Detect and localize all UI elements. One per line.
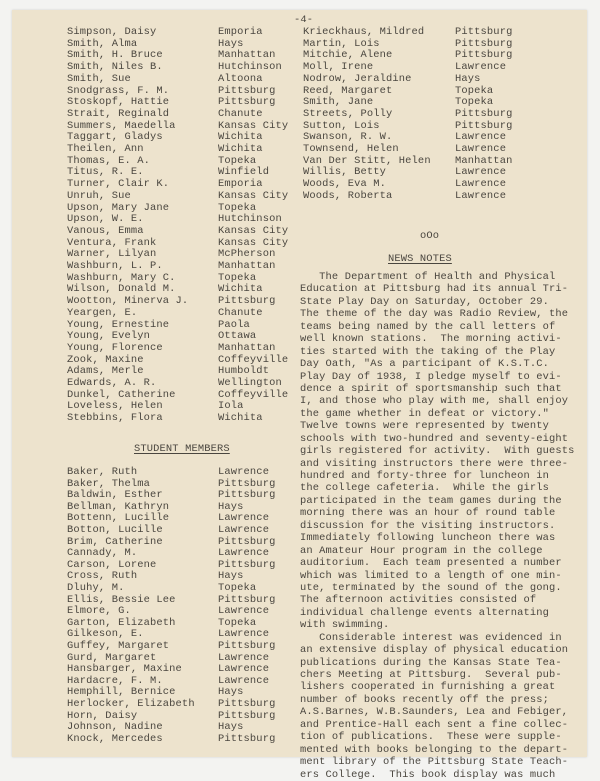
member-city: Wellington — [218, 377, 282, 389]
member-name: Swanson, R. W. — [303, 131, 393, 144]
member-city: Pittsburg — [218, 640, 276, 652]
member-city: Lawrence — [218, 605, 270, 618]
member-name: Snodgrass, F. M. — [67, 84, 170, 97]
member-city: Lawrence — [218, 524, 270, 536]
member-city: Altoona — [218, 72, 263, 85]
paragraph-line: which was limited to a length of one min- — [300, 569, 562, 582]
member-city: Manhattan — [218, 49, 276, 62]
member-name: Thomas, E. A. — [67, 154, 151, 167]
paragraph-line: and visiting instructors there were three- — [300, 457, 569, 470]
member-name: Adams, Merle — [67, 365, 144, 378]
member-name: Upson, Mary Jane — [67, 201, 170, 214]
member-city: Hays — [218, 500, 244, 513]
member-city: Pittsburg — [455, 107, 513, 120]
paragraph-line: State Play Day on Saturday, October 29. — [300, 295, 550, 308]
member-city: Coffeyville — [218, 388, 289, 401]
member-name: Young, Florence — [67, 341, 163, 354]
member-name: Upson, W. E. — [67, 213, 144, 226]
page-number: -4- — [294, 14, 314, 26]
paragraph-line: well known stations. The morning activi- — [300, 333, 562, 346]
member-city: Pittsburg — [218, 84, 276, 97]
member-city: Lawrence — [455, 61, 507, 74]
member-name: Wootton, Minerva J. — [67, 295, 189, 308]
member-city: Lawrence — [455, 189, 507, 202]
paragraph-line: an extensive display of physical education — [300, 644, 569, 657]
member-name: Botton, Lucille — [67, 524, 163, 536]
member-name: Mitchie, Alene — [303, 49, 393, 62]
member-city: Hays — [218, 721, 244, 734]
member-city: Pittsburg — [218, 593, 276, 606]
paragraph-line: the game whether in defeat or victory." — [300, 407, 550, 420]
member-city: Lawrence — [455, 131, 507, 144]
paragraph-line: teams being named by the call letters of — [300, 320, 556, 333]
member-name: Garton, Elizabeth — [67, 616, 176, 629]
paragraph-line: Immediately following luncheon there was — [300, 532, 556, 545]
member-name: Titus, R. E. — [67, 166, 144, 179]
member-name: Washburn, L. P. — [67, 260, 163, 272]
paragraph-line: and Prentice-Hall each sent a fine collec- — [300, 718, 569, 731]
member-city: Kansas City — [218, 224, 289, 237]
paragraph-line: A.S.Barnes, W.B.Saunders, Lea and Febiger, — [300, 706, 569, 719]
member-name: Smith, Jane — [303, 96, 374, 109]
member-name: Hemphill, Bernice — [67, 686, 176, 699]
paragraph-line: schools with two-hundred and seventy-eight — [300, 432, 569, 445]
member-city: Pittsburg — [218, 558, 276, 571]
member-name: Nodrow, Jeraldine — [303, 72, 412, 85]
paragraph-line: lishers cooperated in furnishing a great — [300, 681, 556, 694]
member-city: Hays — [218, 686, 244, 699]
member-city: Lawrence — [218, 512, 270, 525]
member-name: Woods, Roberta — [303, 189, 393, 202]
paragraph-line: tion of publications. These were supple- — [300, 731, 562, 744]
paragraph-line: participated in the team games during the — [300, 494, 562, 507]
member-city: Chanute — [218, 306, 263, 319]
paragraph-line: auditorium. Each team presented a number — [300, 557, 562, 570]
member-name: Young, Ernestine — [67, 318, 170, 331]
member-city: Hays — [218, 37, 244, 50]
member-name: Cannady, M. — [67, 547, 138, 560]
paragraph-line: The theme of the day was Radio Review, the — [300, 308, 569, 321]
member-name: Brim, Catherine — [67, 535, 163, 548]
member-city: Iola — [218, 400, 244, 413]
member-name: Carson, Lorene — [67, 558, 157, 571]
member-city: Lawrence — [455, 143, 507, 155]
member-name: Smith, Sue — [67, 72, 131, 85]
member-name: Unruh, Sue — [67, 189, 131, 202]
paragraph-line: with swimming. — [300, 619, 390, 632]
member-name: Ellis, Bessie Lee — [67, 593, 176, 606]
member-city: Kansas City — [218, 119, 289, 132]
member-city: Kansas City — [218, 236, 289, 249]
member-name: Edwards, A. R. — [67, 377, 157, 389]
member-name: Gilkeson, E. — [67, 628, 144, 641]
member-name: Hansbarger, Maxine — [67, 663, 182, 676]
member-city: Pittsburg — [218, 96, 276, 109]
member-city: McPherson — [218, 248, 276, 261]
member-name: Johnson, Nadine — [67, 721, 163, 734]
member-city: Humboldt — [218, 365, 270, 378]
member-city: Pittsburg — [218, 709, 276, 722]
paragraph-line: Day Oath, "As a participant of K.S.T.C. — [300, 358, 550, 371]
member-city: Pittsburg — [218, 489, 276, 502]
member-city: Manhattan — [455, 154, 513, 167]
member-city: Lawrence — [218, 547, 270, 560]
paragraph-line: Considerable interest was evidenced in — [300, 631, 562, 644]
member-city: Winfield — [218, 166, 270, 179]
member-city: Lawrence — [218, 628, 270, 641]
member-name: Guffey, Margaret — [67, 640, 170, 652]
member-city: Coffeyville — [218, 353, 289, 366]
member-name: Simpson, Daisy — [67, 26, 157, 38]
member-city: Chanute — [218, 107, 263, 120]
paragraph-line: Play Day of 1938, I pledge myself to evi- — [300, 370, 562, 383]
paragraph-line: girls registered for activity. With guests — [300, 445, 575, 458]
member-city: Hays — [218, 570, 244, 583]
member-name: Smith, Niles B. — [67, 61, 163, 74]
member-city: Lawrence — [218, 663, 270, 676]
member-city: Hays — [455, 72, 481, 85]
member-name: Baker, Thelma — [67, 477, 151, 490]
member-name: Summers, Maedella — [67, 119, 176, 132]
paragraph-line: publications during the Kansas State Tea- — [300, 656, 562, 669]
member-name: Stoskopf, Hattie — [67, 96, 170, 109]
member-name: Dluhy, M. — [67, 582, 125, 594]
member-city: Pittsburg — [455, 49, 513, 62]
member-name: Townsend, Helen — [303, 143, 399, 155]
member-name: Baldwin, Esther — [67, 489, 163, 502]
member-city: Pittsburg — [455, 26, 513, 38]
member-name: Wilson, Donald M. — [67, 283, 176, 296]
member-name: Gurd, Margaret — [67, 651, 157, 664]
member-city: Wichita — [218, 131, 263, 144]
member-city: Hutchinson — [218, 213, 282, 226]
member-name: Vanous, Emma — [67, 224, 144, 237]
member-name: Dunkel, Catherine — [67, 388, 176, 401]
paragraph-line: ute, terminated by the sound of the gong. — [300, 581, 562, 594]
member-name: Zook, Maxine — [67, 353, 144, 366]
member-name: Yeargen, E. — [67, 306, 138, 319]
member-name: Krieckhaus, Mildred — [303, 26, 425, 38]
member-city: Pittsburg — [218, 477, 276, 490]
member-name: Theilen, Ann — [67, 143, 144, 155]
member-name: Herlocker, Elizabeth — [67, 698, 195, 710]
member-city: Lawrence — [455, 166, 507, 179]
paragraph-line: Twelve towns were represented by twenty — [300, 420, 550, 433]
member-city: Lawrence — [218, 674, 270, 687]
paragraph-line: The Department of Health and Physical — [300, 271, 556, 283]
member-city: Pittsburg — [218, 535, 276, 548]
member-name: Bottenn, Lucille — [67, 512, 170, 525]
paragraph-line: hundred and forty-three for luncheon in — [300, 470, 550, 482]
member-name: Sutton, Lois — [303, 119, 380, 132]
member-city: Pittsburg — [218, 732, 276, 745]
member-city: Lawrence — [218, 466, 270, 478]
member-city: Paola — [218, 318, 250, 331]
member-city: Manhattan — [218, 260, 276, 272]
member-city: Topeka — [218, 271, 257, 284]
member-name: Woods, Eva M. — [303, 178, 387, 191]
member-name: Martin, Lois — [303, 37, 380, 50]
paragraph-line: number of books recently off the press; — [300, 693, 550, 706]
paragraph-line: the college cafeteria. While the girls — [300, 482, 550, 495]
paragraph-line: mented with books belonging to the depart- — [300, 743, 569, 756]
member-name: Turner, Clair K. — [67, 178, 170, 191]
member-city: Wichita — [218, 143, 263, 155]
member-name: Cross, Ruth — [67, 570, 138, 583]
member-name: Stebbins, Flora — [67, 412, 163, 425]
member-city: Pittsburg — [455, 119, 513, 132]
paragraph-line: chers Meeting at Pittsburg. Several pub- — [300, 669, 562, 681]
paragraph-line: individual challenge events alternating — [300, 606, 550, 619]
member-city: Topeka — [218, 201, 257, 214]
member-name: Reed, Margaret — [303, 84, 393, 97]
paragraph-line: ment library of the Pittsburg State Teach- — [300, 756, 569, 769]
member-city: Wichita — [218, 412, 263, 425]
member-name: Smith, Alma — [67, 37, 138, 50]
member-name: Ventura, Frank — [67, 236, 157, 249]
member-city: Emporia — [218, 178, 263, 191]
member-city: Topeka — [218, 154, 257, 167]
member-city: Lawrence — [218, 651, 270, 664]
member-name: Young, Evelyn — [67, 330, 151, 343]
member-city: Pittsburg — [218, 295, 276, 308]
section-divider: oOo — [420, 230, 440, 242]
member-name: Hardacre, F. M. — [67, 674, 163, 687]
member-name: Warner, Lilyan — [67, 248, 157, 261]
paragraph-line: I, and those who play with me, shall enjoy — [300, 395, 569, 408]
member-city: Wichita — [218, 283, 263, 296]
paragraph-line: Education at Pittsburg had its annual Tri- — [300, 283, 569, 296]
member-name: Baker, Ruth — [67, 466, 138, 478]
member-name: Loveless, Helen — [67, 400, 163, 413]
member-name: Bellman, Kathryn — [67, 500, 170, 513]
member-city: Pittsburg — [455, 37, 513, 50]
member-name: Elmore, G. — [67, 605, 131, 618]
paragraph-line: ties started with the taking of the Play — [300, 345, 556, 358]
member-name: Knock, Mercedes — [67, 732, 163, 745]
member-name: Strait, Reginald — [67, 107, 170, 120]
paragraph-line: dence a spirit of sportsmanship such that — [300, 382, 562, 395]
paragraph-line: The afternoon activities consisted of — [300, 594, 537, 607]
paragraph-line: an Amateur Hour program in the college — [300, 544, 543, 557]
member-name: Horn, Daisy — [67, 709, 138, 722]
member-name: Smith, H. Bruce — [67, 49, 163, 62]
paragraph-line: discussion for the visiting instructors. — [300, 519, 556, 532]
paragraph-line: ers College. This book display was much — [300, 768, 556, 781]
member-name: Streets, Polly — [303, 107, 393, 120]
student-members-heading: STUDENT MEMBERS — [134, 443, 230, 455]
member-name: Willis, Betty — [303, 166, 387, 179]
paragraph-line: morning there was an hour of round table — [300, 507, 556, 520]
member-name: Van Der Stitt, Helen — [303, 154, 431, 167]
news-notes-body — [300, 271, 575, 781]
member-name: Taggart, Gladys — [67, 131, 163, 144]
member-city: Pittsburg — [218, 698, 276, 710]
member-name: Washburn, Mary C. — [67, 271, 176, 284]
member-city: Topeka — [218, 582, 257, 594]
member-city: Topeka — [455, 84, 494, 97]
member-city: Hutchinson — [218, 61, 282, 74]
member-city: Topeka — [218, 616, 257, 629]
member-name: Moll, Irene — [303, 61, 374, 74]
member-city: Emporia — [218, 26, 263, 38]
news-notes-heading: NEWS NOTES — [388, 253, 452, 265]
member-city: Kansas City — [218, 189, 289, 202]
member-city: Lawrence — [455, 178, 507, 191]
member-city: Ottawa — [218, 330, 257, 343]
member-city: Topeka — [455, 96, 494, 109]
member-city: Manhattan — [218, 341, 276, 354]
